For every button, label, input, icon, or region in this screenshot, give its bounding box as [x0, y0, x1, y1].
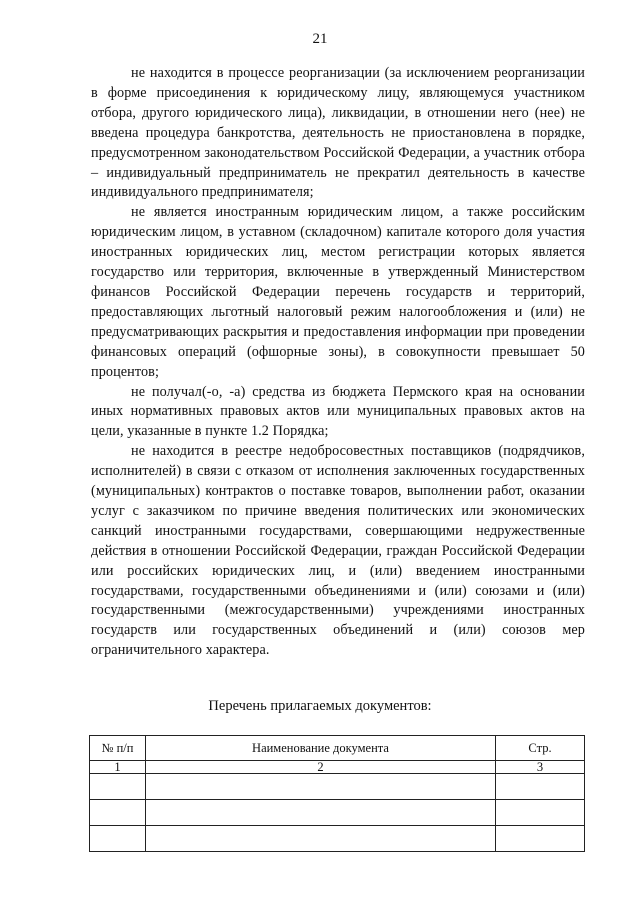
- paragraph-reorganization: не находится в процессе реорганизации (за исключением реорганизации в форме присоединения к юридическому лицу, являющемуся участником отбора, другого юридического лица), ликвидации, в отношении него (нее) не введена процедура банкротства, деятельность не приостановлена в порядке, предусмотренном законодательством Российской Федерации, а участник отбора – индивидуальный предприниматель не прекратил деятельность в качестве индивидуального предпринимателя;: [91, 65, 585, 201]
- table-cell: [90, 826, 146, 852]
- header-document-name: Наименование документа: [146, 736, 496, 761]
- table-row: [90, 774, 585, 800]
- paragraph-foreign-entity: не является иностранным юридическим лицом, а также российским юридическим лицом, в уставном (складочном) капитале которого доля участия иностранных юридических лиц, местом регистрации которых является государство или территория, включенные в утвержденный Министерством финансов Российской Федерации перечень государств и территорий, предоставляющих льготный налоговый режим налогообложения и (или) не предусматривающих раскрытия и предоставления информации при проведении финансовых операций (офшорные зоны), в совокупности превышает 50 процентов;: [91, 204, 585, 380]
- header-pages: Стр.: [496, 736, 585, 761]
- index-cell-1: 1: [90, 761, 146, 774]
- table-cell: [496, 826, 585, 852]
- table-cell: [146, 800, 496, 826]
- table-cell: [146, 774, 496, 800]
- index-cell-3: 3: [496, 761, 585, 774]
- table-cell: [146, 826, 496, 852]
- paragraph-unfair-suppliers-registry: не находится в реестре недобросовестных поставщиков (подрядчиков, исполнителей) в связи с отказом от исполнения заключенных государственных (муниципальных) контрактов о поставке товаров, выполнении работ, оказании услуг с заказчиком по причине введения политических или экономических санкций иностранными государствами, совершающими недружественные действия в отношении Российской Федерации, граждан Российской Федерации или российских юридических лиц, и (или) введением иностранными государствами, государственными объединениями и (или) союзами и (или) государственными (межгосударственными) учреждениями иностранных государств или государственных объединений и (или) союзов мер ограничительного характера.: [91, 443, 585, 659]
- table-index-row: [90, 761, 585, 774]
- table-row: [90, 826, 585, 852]
- table-cell: [496, 800, 585, 826]
- body-text: [91, 64, 585, 661]
- paragraph-budget-funds: не получал(-о, -а) средства из бюджета Пермского края на основании иных нормативных правовых актов или муниципальных правовых актов на цели, указанные в пункте 1.2 Порядка;: [91, 383, 585, 440]
- page-number: 21: [312, 31, 328, 47]
- table-cell: [90, 774, 146, 800]
- header-number: № п/п: [90, 736, 146, 761]
- table-header-row: [90, 736, 585, 761]
- table-cell: [90, 800, 146, 826]
- documents-list-title: Перечень прилагаемых документов:: [208, 698, 432, 714]
- index-cell-2: 2: [146, 761, 496, 774]
- table-row: [90, 800, 585, 826]
- documents-table: [89, 735, 585, 852]
- table-cell: [496, 774, 585, 800]
